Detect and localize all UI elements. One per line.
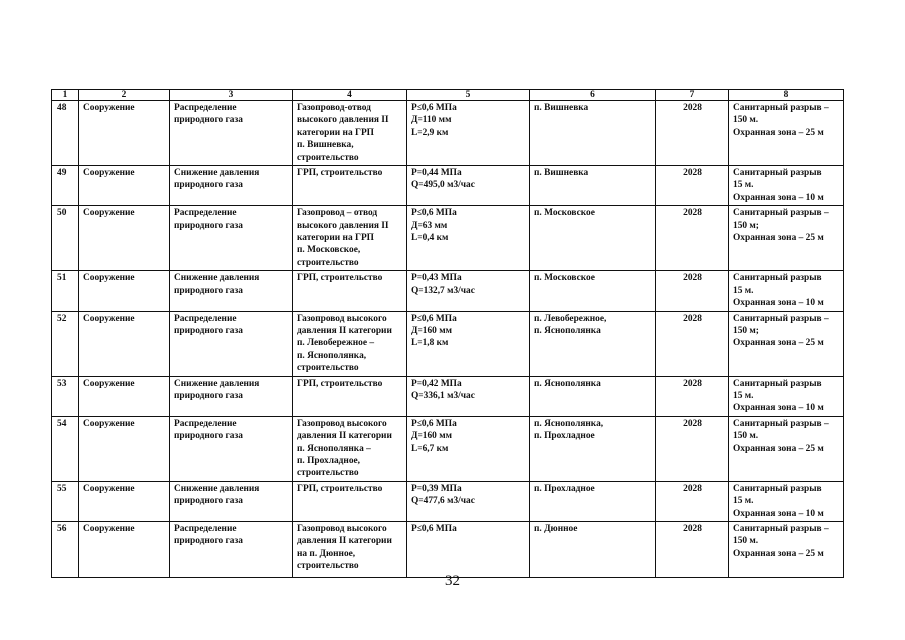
cell-line: высокого давления II	[297, 115, 389, 126]
cell-line: Распределение	[174, 103, 237, 113]
cell-line: Охранная зона – 25 м	[733, 443, 824, 454]
cell-location	[530, 376, 656, 416]
cell-line: давления II категории	[297, 536, 392, 547]
table-row	[52, 481, 844, 521]
cell-line: P≤0,6 МПа	[411, 313, 457, 324]
cell-parameters	[407, 271, 530, 311]
cell-object-type: Сооружение	[79, 522, 170, 578]
cell-line: 150 м;	[733, 325, 759, 336]
cell-line: п. Яснополянка	[534, 378, 601, 389]
cell-line: Q=495,0 м3/час	[411, 180, 475, 191]
cell-line: P=0,44 МПа	[411, 168, 462, 179]
cell-line: давления II категории	[297, 431, 392, 442]
cell-purpose	[170, 481, 293, 521]
cell-year: 2028	[656, 166, 729, 206]
cell-purpose	[170, 206, 293, 271]
cell-line: Распределение	[174, 418, 237, 429]
cell-number: 52	[52, 311, 79, 376]
cell-line: P≤0,6 МПа	[411, 524, 457, 534]
cell-line: Санитарный разрыв –	[733, 524, 829, 534]
cell-object-name	[293, 376, 407, 416]
cell-line: ГРП, строительство	[297, 378, 383, 389]
table-row	[52, 522, 844, 578]
cell-line: Q=132,7 м3/час	[411, 285, 475, 296]
cell-line: Газопровод – отвод	[297, 208, 378, 219]
cell-object-type: Сооружение	[79, 376, 170, 416]
cell-line: п. Московское	[534, 273, 595, 284]
cell-line: 150 м.	[733, 431, 759, 442]
cell-line: п. Московское,	[297, 245, 361, 256]
cell-line: п. Яснополянка –	[297, 443, 371, 454]
cell-line: п. Прохладное	[534, 483, 595, 494]
column-header: 8	[729, 90, 844, 101]
cell-line: природного газа	[174, 180, 243, 191]
cell-year: 2028	[656, 481, 729, 521]
cell-line: L=1,8 км	[411, 338, 449, 349]
cell-object-name	[293, 416, 407, 481]
cell-object-name	[293, 522, 407, 578]
cell-year: 2028	[656, 522, 729, 578]
cell-number: 48	[52, 101, 79, 166]
cell-line: давления II категории	[297, 325, 392, 336]
cell-line: природного газа	[174, 220, 243, 231]
cell-line: природного газа	[174, 325, 243, 336]
cell-object-name	[293, 481, 407, 521]
cell-line: высокого давления II	[297, 220, 389, 231]
cell-line: L=2,9 км	[411, 127, 449, 138]
cell-number: 56	[52, 522, 79, 578]
cell-line: Газопровод высокого	[297, 418, 387, 429]
cell-parameters	[407, 206, 530, 271]
table-body	[52, 101, 844, 578]
objects-table	[51, 89, 844, 578]
cell-line: Санитарный разрыв –	[733, 313, 829, 324]
cell-line: п. Левобережное,	[534, 313, 607, 324]
cell-location	[530, 166, 656, 206]
cell-purpose	[170, 166, 293, 206]
cell-line: 15 м.	[733, 285, 754, 296]
column-header: 3	[170, 90, 293, 101]
cell-location	[530, 522, 656, 578]
cell-line: Газопровод высокого	[297, 524, 387, 534]
cell-object-type: Сооружение	[79, 481, 170, 521]
cell-line: п. Яснополянка	[534, 325, 601, 336]
cell-line: Охранная зона – 25 м	[733, 127, 824, 138]
cell-line: 15 м.	[733, 180, 754, 191]
cell-line: п. Прохладное,	[297, 455, 361, 466]
cell-line: п. Вишневка	[534, 103, 589, 113]
cell-object-name	[293, 311, 407, 376]
cell-line: Охранная зона – 10 м	[733, 403, 824, 414]
cell-zones	[729, 522, 844, 578]
table-row	[52, 311, 844, 376]
cell-line: P≤0,6 МПа	[411, 208, 457, 219]
cell-object-type: Сооружение	[79, 206, 170, 271]
cell-parameters	[407, 311, 530, 376]
cell-line: природного газа	[174, 496, 243, 507]
cell-location	[530, 481, 656, 521]
cell-line: категории на ГРП	[297, 127, 374, 138]
cell-line: строительство	[297, 468, 359, 479]
cell-purpose	[170, 271, 293, 311]
cell-line: Снижение давления	[174, 273, 260, 284]
cell-location	[530, 101, 656, 166]
cell-object-name	[293, 166, 407, 206]
cell-line: Д=160 мм	[411, 431, 452, 442]
cell-line: п. Прохладное	[534, 431, 595, 442]
cell-line: L=6,7 км	[411, 443, 449, 454]
cell-line: п. Дюнное	[534, 524, 578, 534]
cell-year: 2028	[656, 311, 729, 376]
cell-zones	[729, 481, 844, 521]
cell-line: P≤0,6 МПа	[411, 103, 457, 113]
cell-purpose	[170, 311, 293, 376]
cell-number: 54	[52, 416, 79, 481]
cell-line: Распределение	[174, 524, 237, 534]
cell-line: P=0,39 МПа	[411, 483, 462, 494]
cell-line: P=0,43 МПа	[411, 273, 462, 284]
cell-line: Охранная зона – 10 м	[733, 508, 824, 519]
cell-year: 2028	[656, 101, 729, 166]
cell-line: п. Московское	[534, 208, 595, 219]
column-header: 7	[656, 90, 729, 101]
cell-line: строительство	[297, 257, 359, 268]
cell-parameters	[407, 481, 530, 521]
cell-line: Санитарный разрыв	[733, 483, 822, 494]
cell-line: ГРП, строительство	[297, 168, 383, 179]
cell-year: 2028	[656, 416, 729, 481]
table-row	[52, 206, 844, 271]
cell-number: 53	[52, 376, 79, 416]
cell-zones	[729, 206, 844, 271]
cell-line: природного газа	[174, 536, 243, 547]
cell-object-type: Сооружение	[79, 101, 170, 166]
cell-purpose	[170, 522, 293, 578]
cell-line: природного газа	[174, 115, 243, 126]
cell-number: 49	[52, 166, 79, 206]
cell-line: природного газа	[174, 390, 243, 401]
cell-object-name	[293, 101, 407, 166]
cell-line: 150 м.	[733, 536, 759, 547]
header-row	[52, 90, 844, 101]
cell-purpose	[170, 416, 293, 481]
cell-line: Газопровод высокого	[297, 313, 387, 324]
cell-number: 55	[52, 481, 79, 521]
cell-year: 2028	[656, 271, 729, 311]
cell-line: P≤0,6 МПа	[411, 418, 457, 429]
cell-line: на п. Дюнное,	[297, 548, 356, 559]
cell-line: категории на ГРП	[297, 233, 374, 244]
cell-line: п. Яснополянка,	[297, 350, 367, 361]
column-header: 1	[52, 90, 79, 101]
cell-zones	[729, 376, 844, 416]
cell-number: 50	[52, 206, 79, 271]
cell-line: Газопровод-отвод	[297, 103, 371, 113]
cell-line: п. Вишневка	[534, 168, 589, 179]
cell-line: природного газа	[174, 285, 243, 296]
cell-object-type: Сооружение	[79, 271, 170, 311]
cell-line: Санитарный разрыв	[733, 168, 822, 179]
cell-line: строительство	[297, 152, 359, 163]
cell-line: Снижение давления	[174, 378, 260, 389]
cell-line: P=0,42 МПа	[411, 378, 462, 389]
cell-location	[530, 416, 656, 481]
cell-line: Санитарный разрыв –	[733, 418, 829, 429]
cell-line: 15 м.	[733, 390, 754, 401]
cell-line: Д=160 мм	[411, 325, 452, 336]
cell-line: п. Яснополянка,	[534, 418, 604, 429]
cell-parameters	[407, 166, 530, 206]
cell-location	[530, 271, 656, 311]
cell-line: Д=63 мм	[411, 220, 448, 231]
cell-line: Санитарный разрыв	[733, 273, 822, 284]
cell-line: Распределение	[174, 208, 237, 219]
cell-line: Q=477,6 м3/час	[411, 496, 475, 507]
table-row	[52, 416, 844, 481]
cell-line: Охранная зона – 25 м	[733, 338, 824, 349]
cell-line: Q=336,1 м3/час	[411, 390, 475, 401]
cell-line: Д=110 мм	[411, 115, 452, 126]
cell-line: природного газа	[174, 431, 243, 442]
cell-line: Охранная зона – 25 м	[733, 233, 824, 244]
cell-line: Охранная зона – 10 м	[733, 192, 824, 203]
page-number: 32	[445, 573, 460, 589]
cell-line: ГРП, строительство	[297, 483, 383, 494]
cell-object-type: Сооружение	[79, 311, 170, 376]
column-header: 2	[79, 90, 170, 101]
cell-purpose	[170, 376, 293, 416]
cell-object-type: Сооружение	[79, 166, 170, 206]
cell-line: 150 м.	[733, 115, 759, 126]
table-row	[52, 166, 844, 206]
cell-line: Распределение	[174, 313, 237, 324]
cell-parameters	[407, 522, 530, 578]
cell-purpose	[170, 101, 293, 166]
cell-line: п. Левобережное –	[297, 338, 375, 349]
table-row	[52, 101, 844, 166]
cell-line: строительство	[297, 363, 359, 374]
cell-object-name	[293, 206, 407, 271]
cell-line: Снижение давления	[174, 483, 260, 494]
cell-number: 51	[52, 271, 79, 311]
cell-object-type: Сооружение	[79, 416, 170, 481]
cell-line: Снижение давления	[174, 168, 260, 179]
cell-line: п. Вишневка,	[297, 140, 354, 151]
cell-zones	[729, 101, 844, 166]
cell-line: 15 м.	[733, 496, 754, 507]
cell-line: Санитарный разрыв –	[733, 208, 829, 219]
cell-parameters	[407, 101, 530, 166]
cell-parameters	[407, 376, 530, 416]
cell-parameters	[407, 416, 530, 481]
cell-line: строительство	[297, 561, 359, 572]
cell-line: Санитарный разрыв	[733, 378, 822, 389]
cell-line: Охранная зона – 25 м	[733, 548, 824, 559]
cell-line: 150 м;	[733, 220, 759, 231]
cell-line: L=0,4 км	[411, 233, 449, 244]
cell-zones	[729, 271, 844, 311]
cell-line: Охранная зона – 10 м	[733, 298, 824, 309]
cell-year: 2028	[656, 376, 729, 416]
cell-year: 2028	[656, 206, 729, 271]
column-header: 5	[407, 90, 530, 101]
cell-zones	[729, 416, 844, 481]
column-header: 4	[293, 90, 407, 101]
table-row	[52, 271, 844, 311]
cell-line: Санитарный разрыв –	[733, 103, 829, 113]
cell-zones	[729, 311, 844, 376]
table-row	[52, 376, 844, 416]
cell-location	[530, 206, 656, 271]
column-header: 6	[530, 90, 656, 101]
cell-line: ГРП, строительство	[297, 273, 383, 284]
cell-zones	[729, 166, 844, 206]
cell-object-name	[293, 271, 407, 311]
cell-location	[530, 311, 656, 376]
